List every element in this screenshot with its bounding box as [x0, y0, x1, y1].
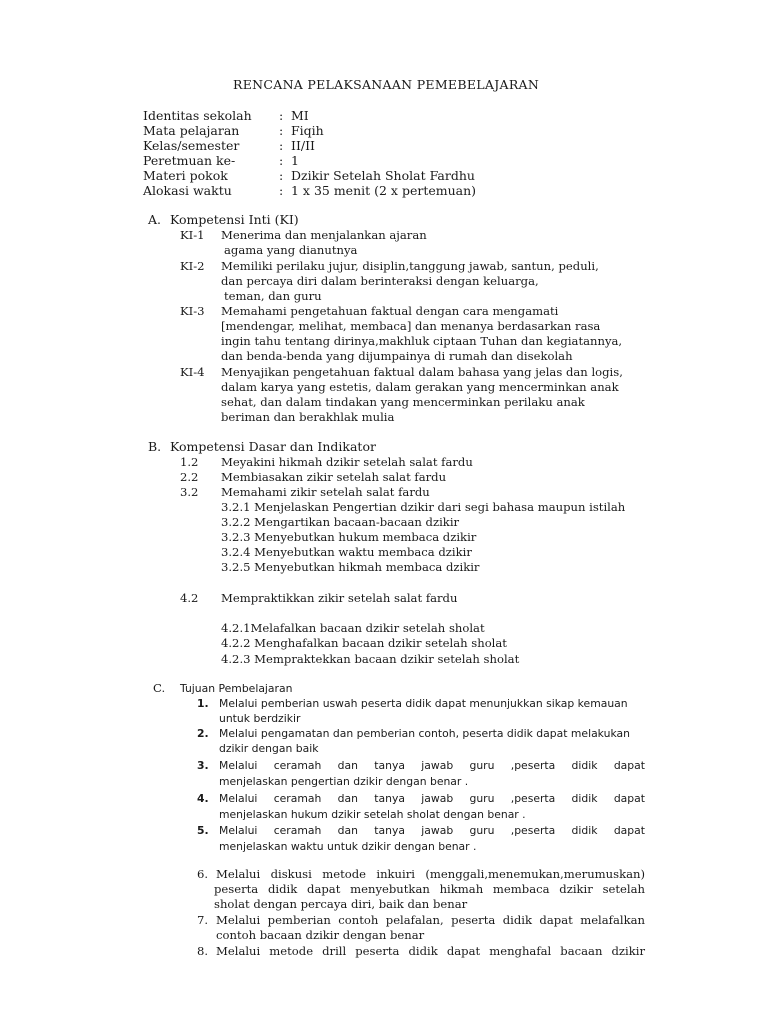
objective-line: Melalui diskusi metode inkuiri (menggali,menemukan,merumuskan)	[216, 867, 645, 881]
identity-colon: :	[279, 168, 284, 183]
kd-text: Memahami zikir setelah salat fardu	[221, 485, 430, 499]
objective-line: untuk berdzikir	[219, 712, 301, 725]
section-marker: B.	[148, 439, 162, 454]
objective-line: peserta didik dapat menyebutkan hikmah membaca dzikir setelah	[214, 882, 645, 896]
ki-text-line: sehat, dan dalam tindakan yang mencerminkan perilaku anak	[221, 395, 585, 409]
objective-number: 6.	[197, 867, 209, 881]
ki-code: KI-2	[180, 259, 205, 273]
identity-label: Materi pokok	[143, 168, 228, 183]
kd-text: Meyakini hikmah dzikir setelah salat fardu	[221, 455, 473, 469]
page-title: RENCANA PELAKSANAAN PEMEBELAJARAN	[233, 77, 540, 92]
objective-number: 4.	[197, 792, 209, 805]
identity-colon: :	[279, 183, 284, 198]
ki-text-line: dalam karya yang estetis, dalam gerakan yang mencerminkan anak	[221, 380, 619, 394]
indicator-item: 3.2.5 Menyebutkan hikmah membaca dzikir	[221, 560, 480, 574]
identity-value: 1 x 35 menit (2 x pertemuan)	[291, 183, 477, 198]
objective-line: dzikir dengan baik	[219, 742, 319, 755]
kd-number: 2.2	[180, 470, 199, 484]
objective-line: contoh bacaan dzikir dengan benar	[216, 928, 425, 942]
section-marker: A.	[148, 212, 162, 227]
identity-value: Dzikir Setelah Sholat Fardhu	[291, 168, 475, 183]
ki-code: KI-3	[180, 304, 205, 318]
kd-number: 4.2	[180, 591, 199, 605]
ki-text-line: [mendengar, melihat, membaca] dan menanya berdasarkan rasa	[221, 319, 601, 333]
objective-number: 1.	[197, 697, 209, 710]
ki-code: KI-4	[180, 365, 205, 379]
ki-text-line: Menyajikan pengetahuan faktual dalam bahasa yang jelas dan logis,	[221, 365, 623, 379]
objective-line: Melalui pengamatan dan pemberian contoh, peserta didik dapat melakukan	[219, 727, 630, 740]
kd-text: Mempraktikkan zikir setelah salat fardu	[221, 591, 458, 605]
identity-label: Identitas sekolah	[143, 108, 252, 123]
indicator-item: 3.2.2 Mengartikan bacaan-bacaan dzikir	[221, 515, 460, 529]
ki-text-line: dan percaya diri dalam berinteraksi dengan keluarga,	[221, 274, 539, 288]
identity-value: Fiqih	[291, 123, 324, 138]
section-heading: Kompetensi Dasar dan Indikator	[170, 439, 376, 454]
section-heading: Tujuan Pembelajaran	[180, 682, 293, 695]
ki-text-line: beriman dan berakhlak mulia	[221, 410, 395, 424]
ki-text-line: Menerima dan menjalankan ajaran	[221, 228, 427, 242]
section-marker: C.	[153, 681, 166, 695]
identity-colon: :	[279, 138, 284, 153]
kd-number: 3.2	[180, 485, 199, 499]
indicator-item: 4.2.1Melafalkan bacaan dzikir setelah sholat	[221, 621, 485, 635]
objective-line: menjelaskan pengertian dzikir dengan benar .	[219, 775, 469, 788]
ki-text-line: Memahami pengetahuan faktual dengan cara mengamati	[221, 304, 559, 318]
indicator-item: 4.2.3 Mempraktekkan bacaan dzikir setelah sholat	[221, 652, 520, 666]
objective-number: 8.	[197, 944, 209, 958]
objective-line: sholat dengan percaya diri, baik dan benar	[214, 897, 468, 911]
ki-text-line: dan benda-benda yang dijumpainya di rumah dan disekolah	[221, 349, 573, 363]
identity-label: Kelas/semester	[143, 138, 240, 153]
ki-text-line: ingin tahu tentang dirinya,makhluk ciptaan Tuhan dan kegiatannya,	[221, 334, 623, 348]
ki-text-line: teman, dan guru	[224, 289, 322, 303]
objective-line: Melalui ceramah dan tanya jawab guru ,peserta didik dapat	[219, 824, 645, 837]
objective-number: 7.	[197, 913, 209, 927]
objective-number: 2.	[197, 727, 209, 740]
ki-text-line: agama yang dianutnya	[224, 243, 358, 257]
kd-number: 1.2	[180, 455, 199, 469]
objective-line: Melalui ceramah dan tanya jawab guru ,peserta didik dapat	[219, 792, 645, 805]
objective-line: menjelaskan hukum dzikir setelah sholat dengan benar .	[219, 808, 526, 821]
objective-line: Melalui pemberian uswah peserta didik dapat menunjukkan sikap kemauan	[219, 697, 628, 710]
ki-code: KI-1	[180, 228, 205, 242]
indicator-item: 3.2.1 Menjelaskan Pengertian dzikir dari segi bahasa maupun istilah	[221, 500, 626, 514]
objective-line: menjelaskan waktu untuk dzikir dengan benar .	[219, 840, 477, 853]
objective-line: Melalui ceramah dan tanya jawab guru ,peserta didik dapat	[219, 759, 645, 772]
kd-text: Membiasakan zikir setelah salat fardu	[221, 470, 447, 484]
section-heading: Kompetensi Inti (KI)	[170, 212, 299, 227]
objective-line: Melalui metode drill peserta didik dapat menghafal bacaan dzikir	[216, 944, 645, 958]
identity-label: Mata pelajaran	[143, 123, 240, 138]
indicator-item: 4.2.2 Menghafalkan bacaan dzikir setelah sholat	[221, 636, 507, 650]
objective-line: Melalui pemberian contoh pelafalan, peserta didik dapat melafalkan	[216, 913, 645, 927]
ki-text-line: Memiliki perilaku jujur, disiplin,tanggung jawab, santun, peduli,	[221, 259, 599, 273]
identity-colon: :	[279, 108, 284, 123]
objective-number: 3.	[197, 759, 209, 772]
identity-value: II/II	[291, 138, 315, 153]
identity-colon: :	[279, 153, 284, 168]
identity-value: MI	[291, 108, 309, 123]
identity-colon: :	[279, 123, 284, 138]
identity-label: Peretmuan ke-	[143, 153, 236, 168]
indicator-item: 3.2.3 Menyebutkan hukum membaca dzikir	[221, 530, 477, 544]
objective-number: 5.	[197, 824, 209, 837]
identity-value: 1	[291, 153, 299, 168]
indicator-item: 3.2.4 Menyebutkan waktu membaca dzikir	[221, 545, 472, 559]
identity-label: Alokasi waktu	[143, 183, 232, 198]
